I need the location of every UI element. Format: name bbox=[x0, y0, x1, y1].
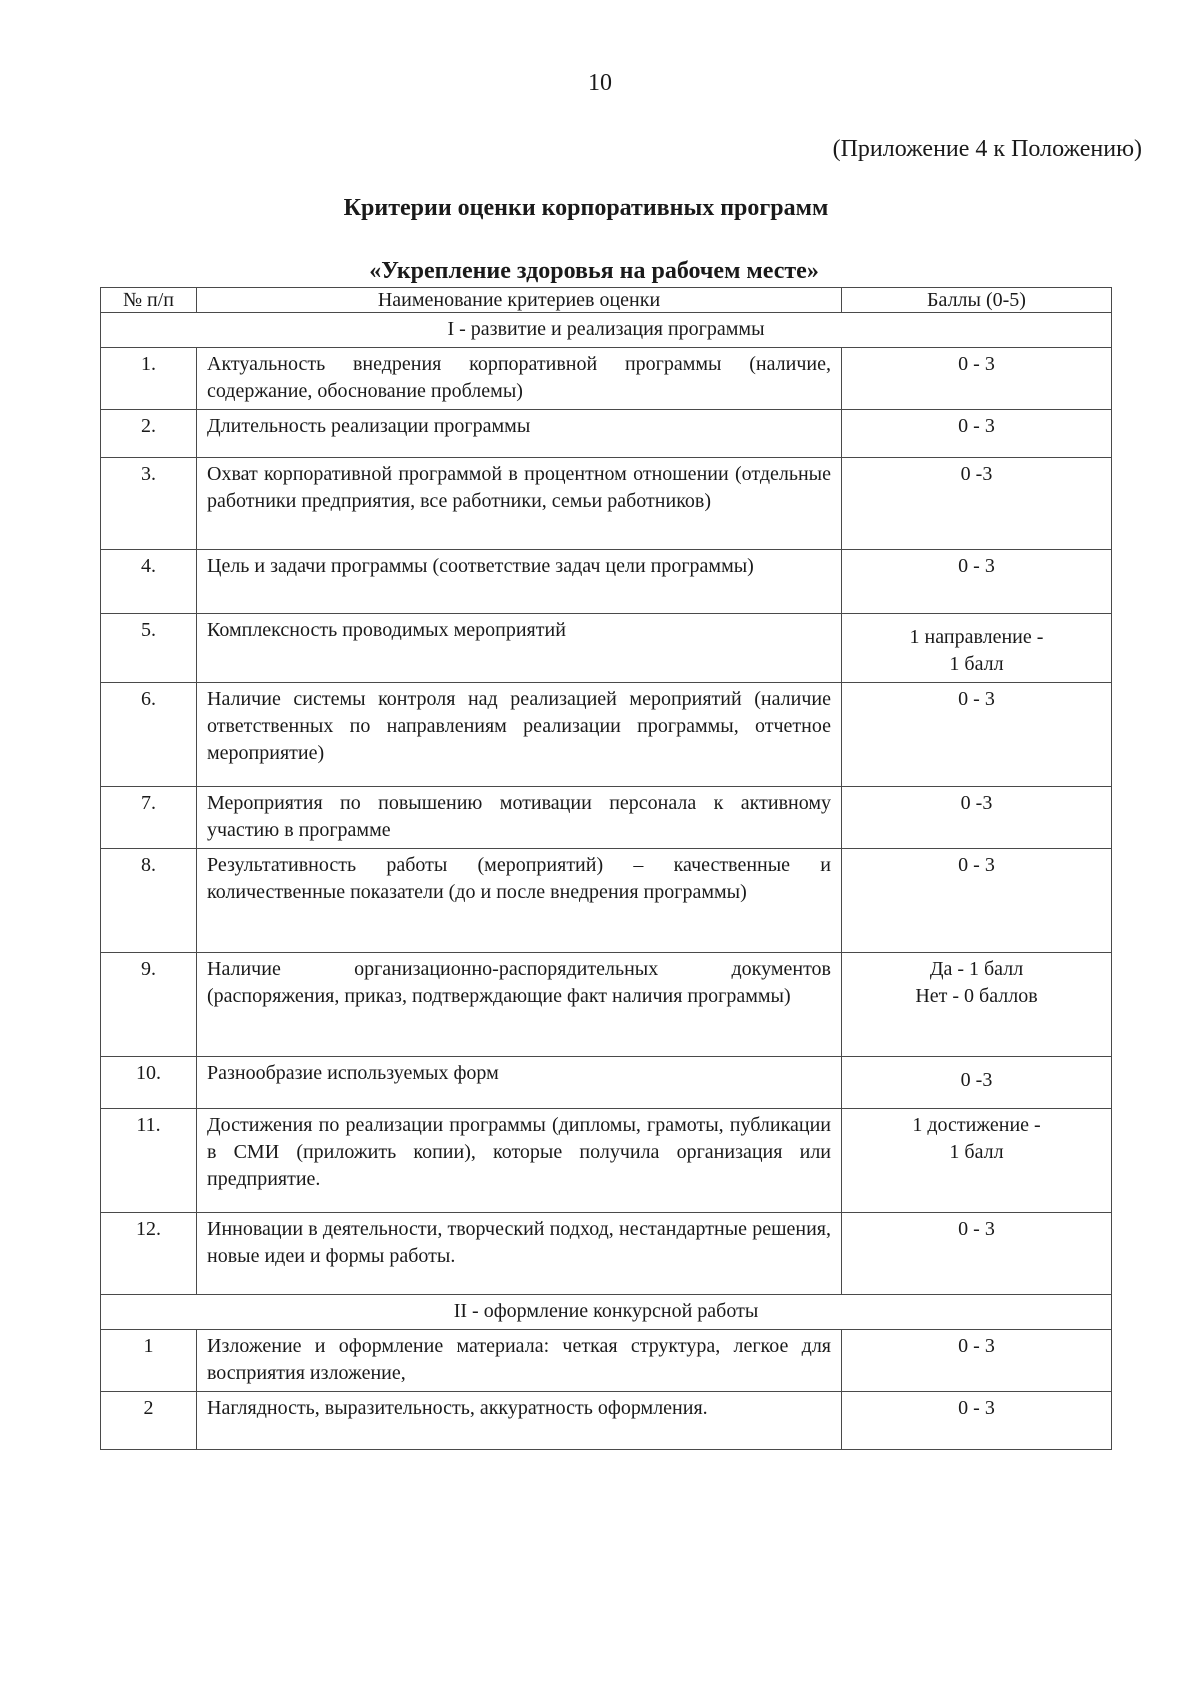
table-row bbox=[101, 1057, 1112, 1109]
criterion-score bbox=[842, 550, 1112, 614]
criterion-name: Актуальность внедрения корпоративной программы (наличие, содержание, обоснование проблемы) bbox=[197, 348, 842, 410]
criterion-name: Изложение и оформление материала: четкая структура, легкое для восприятия изложение, bbox=[197, 1330, 842, 1392]
criterion-score bbox=[842, 1213, 1112, 1295]
criterion-number: 1 bbox=[101, 1330, 197, 1392]
criterion-number: 11. bbox=[101, 1109, 197, 1213]
criterion-name: Мероприятия по повышению мотивации персонала к активному участию в программе bbox=[197, 787, 842, 849]
criterion-name: Наличие системы контроля над реализацией мероприятий (наличие ответственных по направлениям реализации программы, отчетное мероприятие) bbox=[197, 683, 842, 787]
criterion-score bbox=[842, 410, 1112, 458]
criterion-score bbox=[842, 458, 1112, 550]
criterion-score bbox=[842, 1330, 1112, 1392]
criterion-score bbox=[842, 849, 1112, 953]
score-line: Нет - 0 баллов bbox=[915, 985, 1038, 1007]
criterion-score bbox=[842, 787, 1112, 849]
criterion-number: 9. bbox=[101, 953, 197, 1057]
criterion-score bbox=[842, 683, 1112, 787]
score-line: 0 - 3 bbox=[958, 555, 995, 577]
score-line: 0 - 3 bbox=[958, 1397, 995, 1419]
table-row bbox=[101, 849, 1112, 953]
criterion-number: 7. bbox=[101, 787, 197, 849]
criterion-score bbox=[842, 348, 1112, 410]
score-line: 0 -3 bbox=[960, 463, 993, 485]
table-row bbox=[101, 348, 1112, 410]
criterion-score bbox=[842, 953, 1112, 1057]
criterion-name: Результативность работы (мероприятий) – качественные и количественные показатели (до и после внедрения программы) bbox=[197, 849, 842, 953]
table-row bbox=[101, 1213, 1112, 1295]
criterion-number: 1. bbox=[101, 348, 197, 410]
section-1-row-title: I - развитие и реализация программы bbox=[101, 313, 1112, 348]
criteria-table bbox=[100, 287, 1112, 1450]
criterion-name: Охват корпоративной программой в процентном отношении (отдельные работники предприятия, все работники, семьи работников) bbox=[197, 458, 842, 550]
section-2-row-title: II - оформление конкурсной работы bbox=[101, 1295, 1112, 1330]
score-line: 0 - 3 bbox=[958, 353, 995, 375]
appendix-note: (Приложение 4 к Положению) bbox=[832, 136, 1142, 162]
score-line: 0 - 3 bbox=[958, 854, 995, 876]
criterion-score bbox=[842, 1109, 1112, 1213]
score-line: 1 балл bbox=[949, 1141, 1004, 1163]
table-row bbox=[101, 458, 1112, 550]
score-line: 1 направление - bbox=[909, 626, 1044, 648]
criterion-name: Длительность реализации программы bbox=[197, 410, 842, 458]
criterion-number: 12. bbox=[101, 1213, 197, 1295]
score-line: Да - 1 балл bbox=[929, 958, 1024, 980]
criterion-score bbox=[842, 1057, 1112, 1109]
criterion-name: Наглядность, выразительность, аккуратность оформления. bbox=[197, 1392, 842, 1450]
criterion-number: 2. bbox=[101, 410, 197, 458]
criterion-name: Цель и задачи программы (соответствие задач цели программы) bbox=[197, 550, 842, 614]
criterion-number: 2 bbox=[101, 1392, 197, 1450]
header-name: Наименование критериев оценки bbox=[197, 288, 842, 313]
score-line: 0 - 3 bbox=[958, 688, 995, 710]
criterion-name: Комплексность проводимых мероприятий bbox=[197, 614, 842, 683]
document-subtitle: «Укрепление здоровья на рабочем месте» bbox=[369, 258, 819, 284]
score-line: 0 - 3 bbox=[958, 1335, 995, 1357]
section-2-row bbox=[101, 1295, 1112, 1330]
criterion-score bbox=[842, 614, 1112, 683]
page-number: 10 bbox=[588, 70, 612, 96]
criterion-number: 3. bbox=[101, 458, 197, 550]
criterion-name: Разнообразие используемых форм bbox=[197, 1057, 842, 1109]
header-num: № п/п bbox=[101, 288, 197, 313]
criterion-number: 6. bbox=[101, 683, 197, 787]
table-row bbox=[101, 614, 1112, 683]
score-line: 0 - 3 bbox=[958, 415, 995, 437]
table-row bbox=[101, 953, 1112, 1057]
table-row bbox=[101, 787, 1112, 849]
criterion-name: Наличие организационно-распорядительных документов (распоряжения, приказ, подтверждающие факт наличия программы) bbox=[197, 953, 842, 1057]
document-title: Критерии оценки корпоративных программ bbox=[343, 195, 829, 221]
score-line: 0 -3 bbox=[960, 1069, 993, 1091]
criterion-number: 4. bbox=[101, 550, 197, 614]
section-1-row bbox=[101, 313, 1112, 348]
score-line: 0 - 3 bbox=[958, 1218, 995, 1240]
criterion-name: Достижения по реализации программы (дипломы, грамоты, публикации в СМИ (приложить копии), которые получила организация или предприятие. bbox=[197, 1109, 842, 1213]
table-row bbox=[101, 1392, 1112, 1450]
table-row bbox=[101, 683, 1112, 787]
score-line: 0 -3 bbox=[960, 792, 993, 814]
criterion-name: Инновации в деятельности, творческий подход, нестандартные решения, новые идеи и формы работы. bbox=[197, 1213, 842, 1295]
table-row bbox=[101, 550, 1112, 614]
score-line: 1 достижение - bbox=[912, 1114, 1041, 1136]
table-row bbox=[101, 410, 1112, 458]
score-line: 1 балл bbox=[949, 653, 1004, 675]
criterion-number: 5. bbox=[101, 614, 197, 683]
criterion-number: 8. bbox=[101, 849, 197, 953]
table-row bbox=[101, 1109, 1112, 1213]
header-score: Баллы (0-5) bbox=[842, 288, 1112, 313]
table-header-row bbox=[101, 288, 1112, 313]
criterion-score bbox=[842, 1392, 1112, 1450]
criterion-number: 10. bbox=[101, 1057, 197, 1109]
table-row bbox=[101, 1330, 1112, 1392]
